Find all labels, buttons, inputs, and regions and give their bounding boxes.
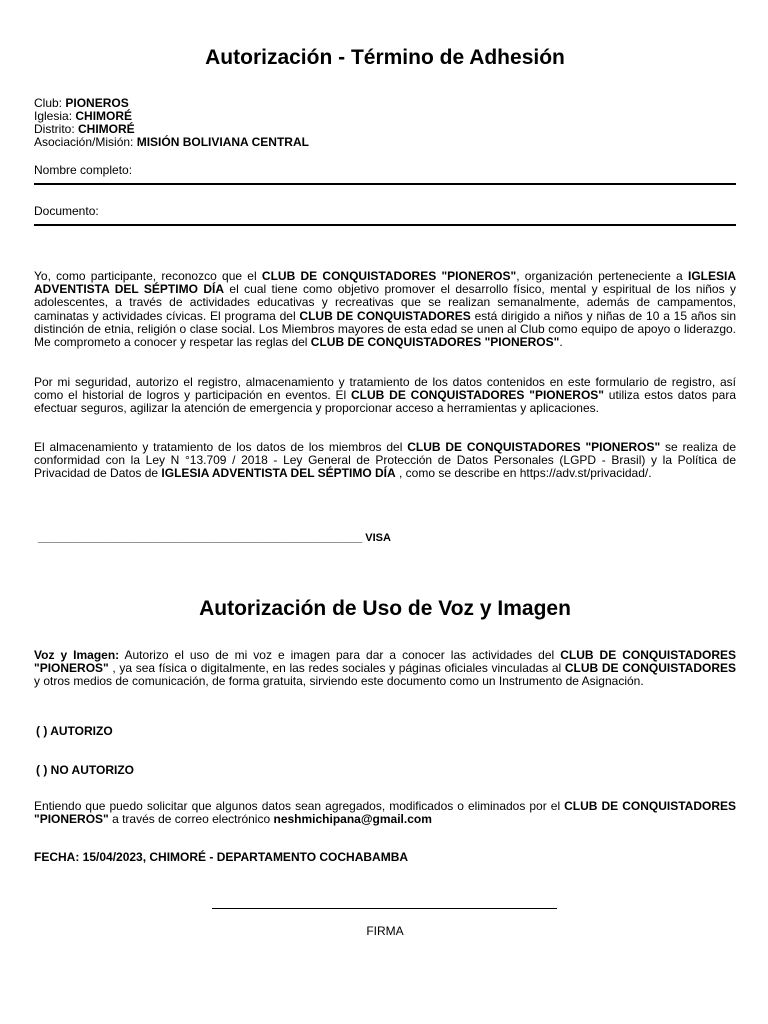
- documento-line: [34, 224, 736, 226]
- distrito-value: CHIMORÉ: [78, 122, 135, 136]
- voz-imagen-paragraph: Voz y Imagen: Autorizo el uso de mi voz e imagen para dar a conocer las actividades del CLUB DE CONQUISTADORES "PIONEROS" , ya sea física o digitalmente, en las redes sociales y páginas oficiales vinculadas al CLUB DE CONQUISTADORES y otros medios de comunicación, de forma gratuita, sirviendo este documento como un Instrumento de Asignación.: [34, 648, 737, 689]
- data-consent-paragraph: Por mi seguridad, autorizo el registro, almacenamiento y tratamiento de los datos contenidos en este formulario de registro, así como el historial de logros y participación en eventos. El CLUB DE CONQUISTADORES "PIONEROS" utiliza estos datos para efectuar seguros, agilizar la atención de emergencia y proporcionar acceso a herramientas y aplicaciones.: [34, 375, 736, 416]
- page-title: Autorización - Término de Adhesión: [205, 46, 565, 69]
- firma-label: FIRMA: [366, 924, 404, 938]
- club-value: PIONEROS: [65, 96, 129, 110]
- nombre-label: Nombre completo:: [34, 163, 133, 177]
- date-location: FECHA: 15/04/2023, CHIMORÉ - DEPARTAMENTO COCHABAMBA: [34, 850, 409, 864]
- data-request-paragraph: Entiendo que puedo solicitar que algunos datos sean agregados, modificados o eliminados por el CLUB DE CONQUISTADORES "PIONEROS" a través de correo electrónico neshmichipana@gmail.com: [34, 799, 736, 827]
- firma-signature-line: [212, 908, 557, 909]
- asociacion-label: Asociación/Misión:: [34, 135, 134, 149]
- privacy-paragraph: El almacenamiento y tratamiento de los datos de los miembros del CLUB DE CONQUISTADORES "PIONEROS" se realiza de conformidad con la Ley N °13.709 / 2018 - Ley General de Protección de Datos Personales (LGPD - Brasil) y la Política de Privacidad de Datos de IGLESIA ADVENTISTA DEL SÉPTIMO DÍA , como se describe en https://adv.st/privacidad/.: [34, 440, 737, 481]
- contact-email: neshmichipana@gmail.com: [273, 812, 432, 827]
- participation-paragraph: Yo, como participante, reconozco que el CLUB DE CONQUISTADORES "PIONEROS", organización perteneciente a IGLESIA ADVENTISTA DEL SÉPTIMO DÍA el cual tiene como objetivo promover el desarrollo físico, mental y espiritual de los niños y adolescentes, a través de actividades educativas y recreativas que se realizan semanalmente, además de campamentos, caminatas y actividades cívicas. El programa del CLUB DE CONQUISTADORES está dirigido a niños y niñas de 10 a 15 años sin distinción de etnia, religión o clase social. Los Miembros mayores de esta edad se unen al Club como equipo de apoyo o liderazgo. Me comprometo a conocer y respetar las reglas del CLUB DE CONQUISTADORES "PIONEROS".: [34, 269, 737, 350]
- asociacion-row: [34, 136, 309, 149]
- option-no-autorizo[interactable]: ( ) NO AUTORIZO: [36, 763, 134, 777]
- iglesia-label: Iglesia:: [34, 109, 73, 123]
- distrito-label: Distrito:: [34, 122, 75, 136]
- iglesia-value: CHIMORÉ: [75, 109, 133, 123]
- club-info: [34, 97, 309, 149]
- nombre-line: [34, 183, 736, 185]
- documento-field[interactable]: [34, 204, 736, 218]
- club-label: Club:: [34, 96, 63, 110]
- option-autorizo[interactable]: ( ) AUTORIZO: [36, 724, 113, 738]
- asociacion-value: MISIÓN BOLIVIANA CENTRAL: [136, 135, 309, 149]
- section-title-voz-imagen: Autorización de Uso de Voz y Imagen: [199, 597, 571, 620]
- nombre-field[interactable]: [34, 163, 736, 177]
- documento-label: Documento:: [34, 204, 99, 218]
- visa-signature-line: _____________________________________________________ VISA: [38, 532, 391, 544]
